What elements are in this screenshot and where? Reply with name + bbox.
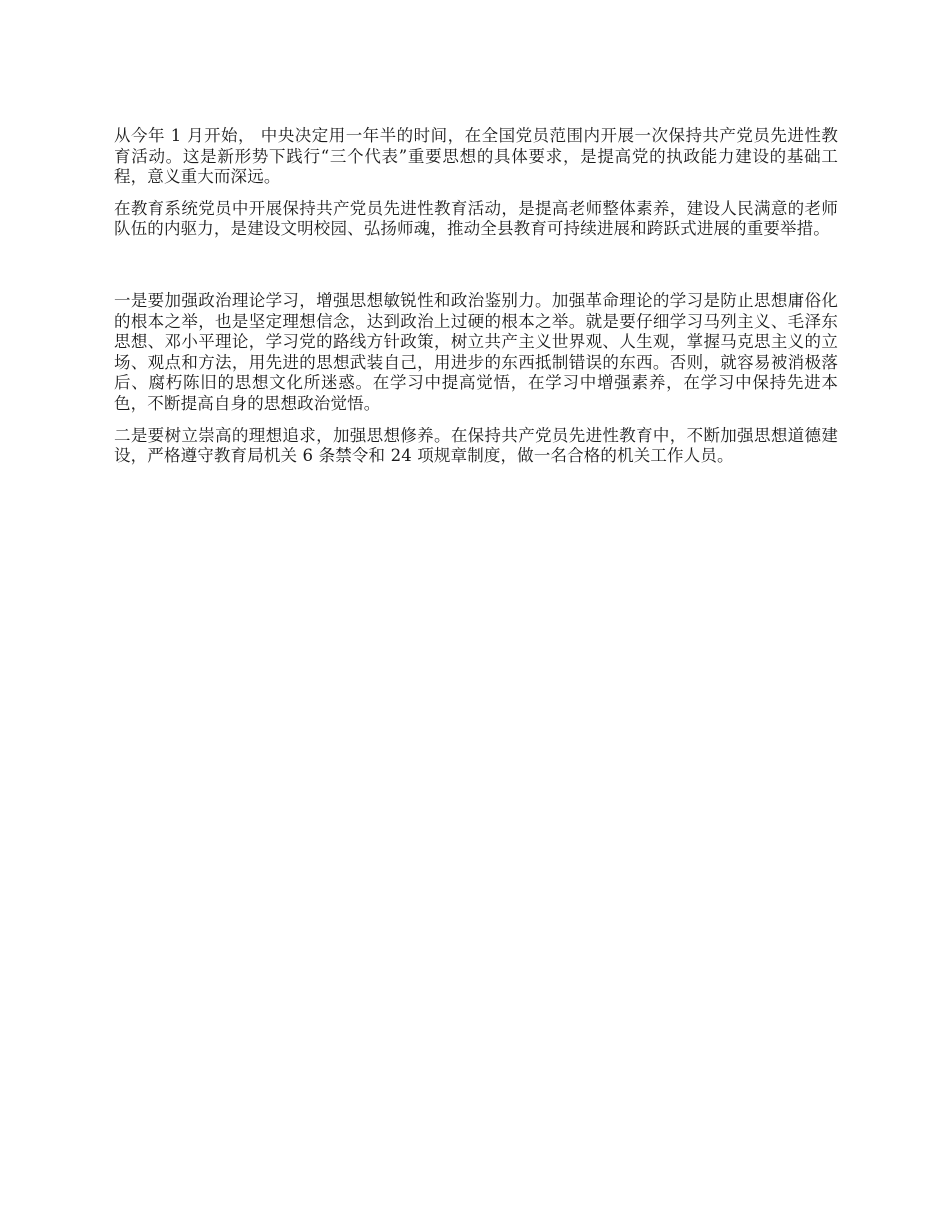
paragraph-education-system: 在教育系统党员中开展保持共产党员先进性教育活动，是提高老师整体素养，建设人民满意的老师队伍的内驱力，是建设文明校园、弘扬师魂，推动全县教育可持续进展和跨跃式进展的重要举措。 — [114, 198, 838, 239]
paragraph-spacer — [114, 188, 838, 199]
paragraph-spacer — [114, 415, 838, 426]
paragraph-point-one: 一是要加强政治理论学习，增强思想敏锐性和政治鉴别力。加强革命理论的学习是防止思想庸俗化的根本之举，也是坚定理想信念，达到政治上过硬的根本之举。就是要仔细学习马列主义、毛泽东思想、邓小平理论，学习党的路线方针政策，树立共产主义世界观、人生观，掌握马克思主义的立场、观点和方法，用先进的思想武装自己，用进步的东西抵制错误的东西。否则，就容易被消极落后、腐朽陈旧的思想文化所迷惑。在学习中提高觉悟，在学习中增强素养，在学习中保持先进本色，不断提高自身的思想政治觉悟。 — [114, 290, 838, 413]
paragraph-point-two: 二是要树立崇高的理想追求，加强思想修养。在保持共产党员先进性教育中，不断加强思想道德建设，严格遵守教育局机关 6 条禁令和 24 项规章制度，做一名合格的机关工作人员。 — [114, 425, 838, 466]
paragraph-intro: 从今年 1 月开始， 中央决定用一年半的时间，在全国党员范围内开展一次保持共产党员先进性教育活动。这是新形势下践行“三个代表”重要思想的具体要求，是提高党的执政能力建设的基础工程，意义重大而深远。 — [114, 126, 838, 187]
section-spacer — [114, 240, 838, 291]
